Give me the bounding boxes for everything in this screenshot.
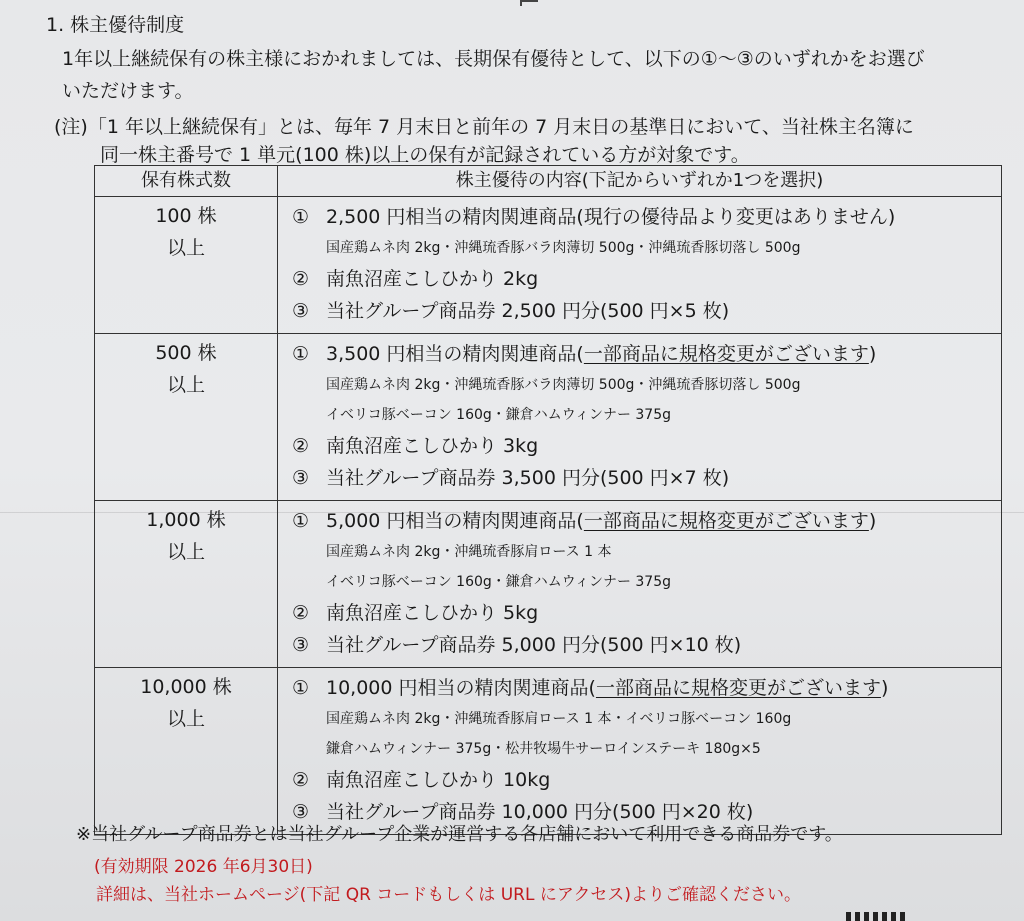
option-detail: イベリコ豚ベーコン 160g・鎌倉ハムウィンナー 375g	[326, 574, 671, 590]
table-row	[95, 668, 1002, 835]
tier-holdings	[95, 501, 278, 668]
tier-or-more: 以上	[166, 708, 205, 730]
option-text: 10,000 円相当の精肉関連商品(	[326, 677, 596, 699]
qr-code-edge	[846, 912, 906, 921]
tier-holdings	[95, 334, 278, 501]
option-rice	[292, 430, 993, 462]
option-text: 3,500 円相当の精肉関連商品(	[326, 343, 584, 365]
option-detail: 国産鶏ムネ肉 2kg・沖縄琉香豚バラ肉薄切 500g・沖縄琉香豚切落し 500g	[326, 377, 801, 393]
tier-shares: 10,000 株	[140, 676, 232, 698]
tier-options	[278, 668, 1002, 835]
option-meat	[292, 672, 993, 704]
option-detail: イベリコ豚ベーコン 160g・鎌倉ハムウィンナー 375g	[326, 407, 671, 423]
option-number: ②	[292, 769, 310, 791]
voucher-footnote: ※当社グループ商品券とは当社グループ企業が運営する各店舗において利用できる商品券です。	[76, 824, 843, 845]
option-text: 当社グループ商品券 2,500 円分(500 円×5 枚)	[326, 300, 730, 322]
validity-period: (有効期限 2026 年6月30日)	[94, 857, 313, 877]
intro-line-1: 1年以上継続保有の株主様におかれましては、長期保有優待として、以下の①～③のいずれかをお選び	[62, 48, 925, 70]
option-text: 南魚沼産こしひかり 10kg	[326, 769, 551, 791]
option-voucher	[292, 295, 993, 327]
section-title: 1. 株主優待制度	[46, 14, 185, 36]
option-text: 2,500 円相当の精肉関連商品(現行の優待品より変更はありません)	[326, 206, 896, 228]
option-detail: 国産鶏ムネ肉 2kg・沖縄琉香豚肩ロース 1 本	[326, 544, 612, 560]
tier-or-more: 以上	[166, 374, 205, 396]
option-text: 南魚沼産こしひかり 2kg	[326, 268, 539, 290]
option-text: 当社グループ商品券 3,500 円分(500 円×7 枚)	[326, 467, 730, 489]
option-underlined-note: 一部商品に規格変更がございます	[583, 343, 869, 365]
option-number: ①	[292, 206, 310, 228]
tier-shares: 100 株	[155, 205, 217, 227]
header-benefits: 株主優待の内容(下記からいずれか1つを選択)	[278, 166, 1002, 197]
option-text: 南魚沼産こしひかり 5kg	[326, 602, 539, 624]
option-number: ①	[292, 343, 310, 365]
option-number: ①	[292, 677, 310, 699]
option-detail: 国産鶏ムネ肉 2kg・沖縄琉香豚バラ肉薄切 500g・沖縄琉香豚切落し 500g	[326, 240, 801, 256]
option-text: 5,000 円相当の精肉関連商品(	[326, 510, 584, 532]
option-close: )	[880, 677, 889, 699]
table-row	[95, 334, 1002, 501]
option-rice	[292, 764, 993, 796]
option-meat	[292, 505, 993, 537]
table-header-row	[95, 166, 1002, 197]
tier-shares: 500 株	[155, 342, 217, 364]
option-detail: 鎌倉ハムウィンナー 375g・松井牧場牛サーロインステーキ 180g×5	[326, 741, 761, 757]
option-number: ②	[292, 268, 310, 290]
option-text: 南魚沼産こしひかり 3kg	[326, 435, 539, 457]
option-number: ①	[292, 510, 310, 532]
option-underlined-note: 一部商品に規格変更がございます	[583, 510, 869, 532]
option-meat	[292, 338, 993, 370]
tier-holdings	[95, 197, 278, 334]
option-rice	[292, 263, 993, 295]
tier-options	[278, 197, 1002, 334]
option-close: )	[868, 343, 877, 365]
detail-notice: 詳細は、当社ホームページ(下記 QR コードもしくは URL にアクセス)よりご確認ください。	[96, 885, 801, 905]
option-number: ③	[292, 300, 310, 322]
option-voucher	[292, 629, 993, 661]
note-line-1: (注)「1 年以上継続保有」とは、毎年 7 月末日と前年の 7 月末日の基準日において、当社株主名簿に	[54, 116, 914, 138]
header-holdings: 保有株式数	[95, 166, 278, 197]
intro-line-2: いただけます。	[62, 80, 194, 102]
option-number: ③	[292, 467, 310, 489]
option-underlined-note: 一部商品に規格変更がございます	[595, 677, 881, 699]
tier-or-more: 以上	[166, 237, 205, 259]
tier-options	[278, 501, 1002, 668]
tier-or-more: 以上	[166, 541, 205, 563]
tier-holdings	[95, 668, 278, 835]
option-meat	[292, 201, 993, 233]
benefits-table	[94, 165, 1002, 835]
tier-shares: 1,000 株	[146, 509, 226, 531]
option-text: 当社グループ商品券 5,000 円分(500 円×10 枚)	[326, 634, 742, 656]
table-row	[95, 197, 1002, 334]
option-number: ③	[292, 634, 310, 656]
table-row	[95, 501, 1002, 668]
option-rice	[292, 597, 993, 629]
option-detail: 国産鶏ムネ肉 2kg・沖縄琉香豚肩ロース 1 本・イベリコ豚ベーコン 160g	[326, 711, 792, 727]
option-number: ②	[292, 602, 310, 624]
option-voucher	[292, 462, 993, 494]
option-close: )	[868, 510, 877, 532]
tier-options	[278, 334, 1002, 501]
top-mark	[520, 0, 538, 6]
option-number: ③	[292, 801, 310, 823]
option-number: ②	[292, 435, 310, 457]
note-line-2: 同一株主番号で 1 単元(100 株)以上の保有が記録されている方が対象です。	[100, 144, 750, 166]
option-text: 当社グループ商品券 10,000 円分(500 円×20 枚)	[326, 801, 754, 823]
